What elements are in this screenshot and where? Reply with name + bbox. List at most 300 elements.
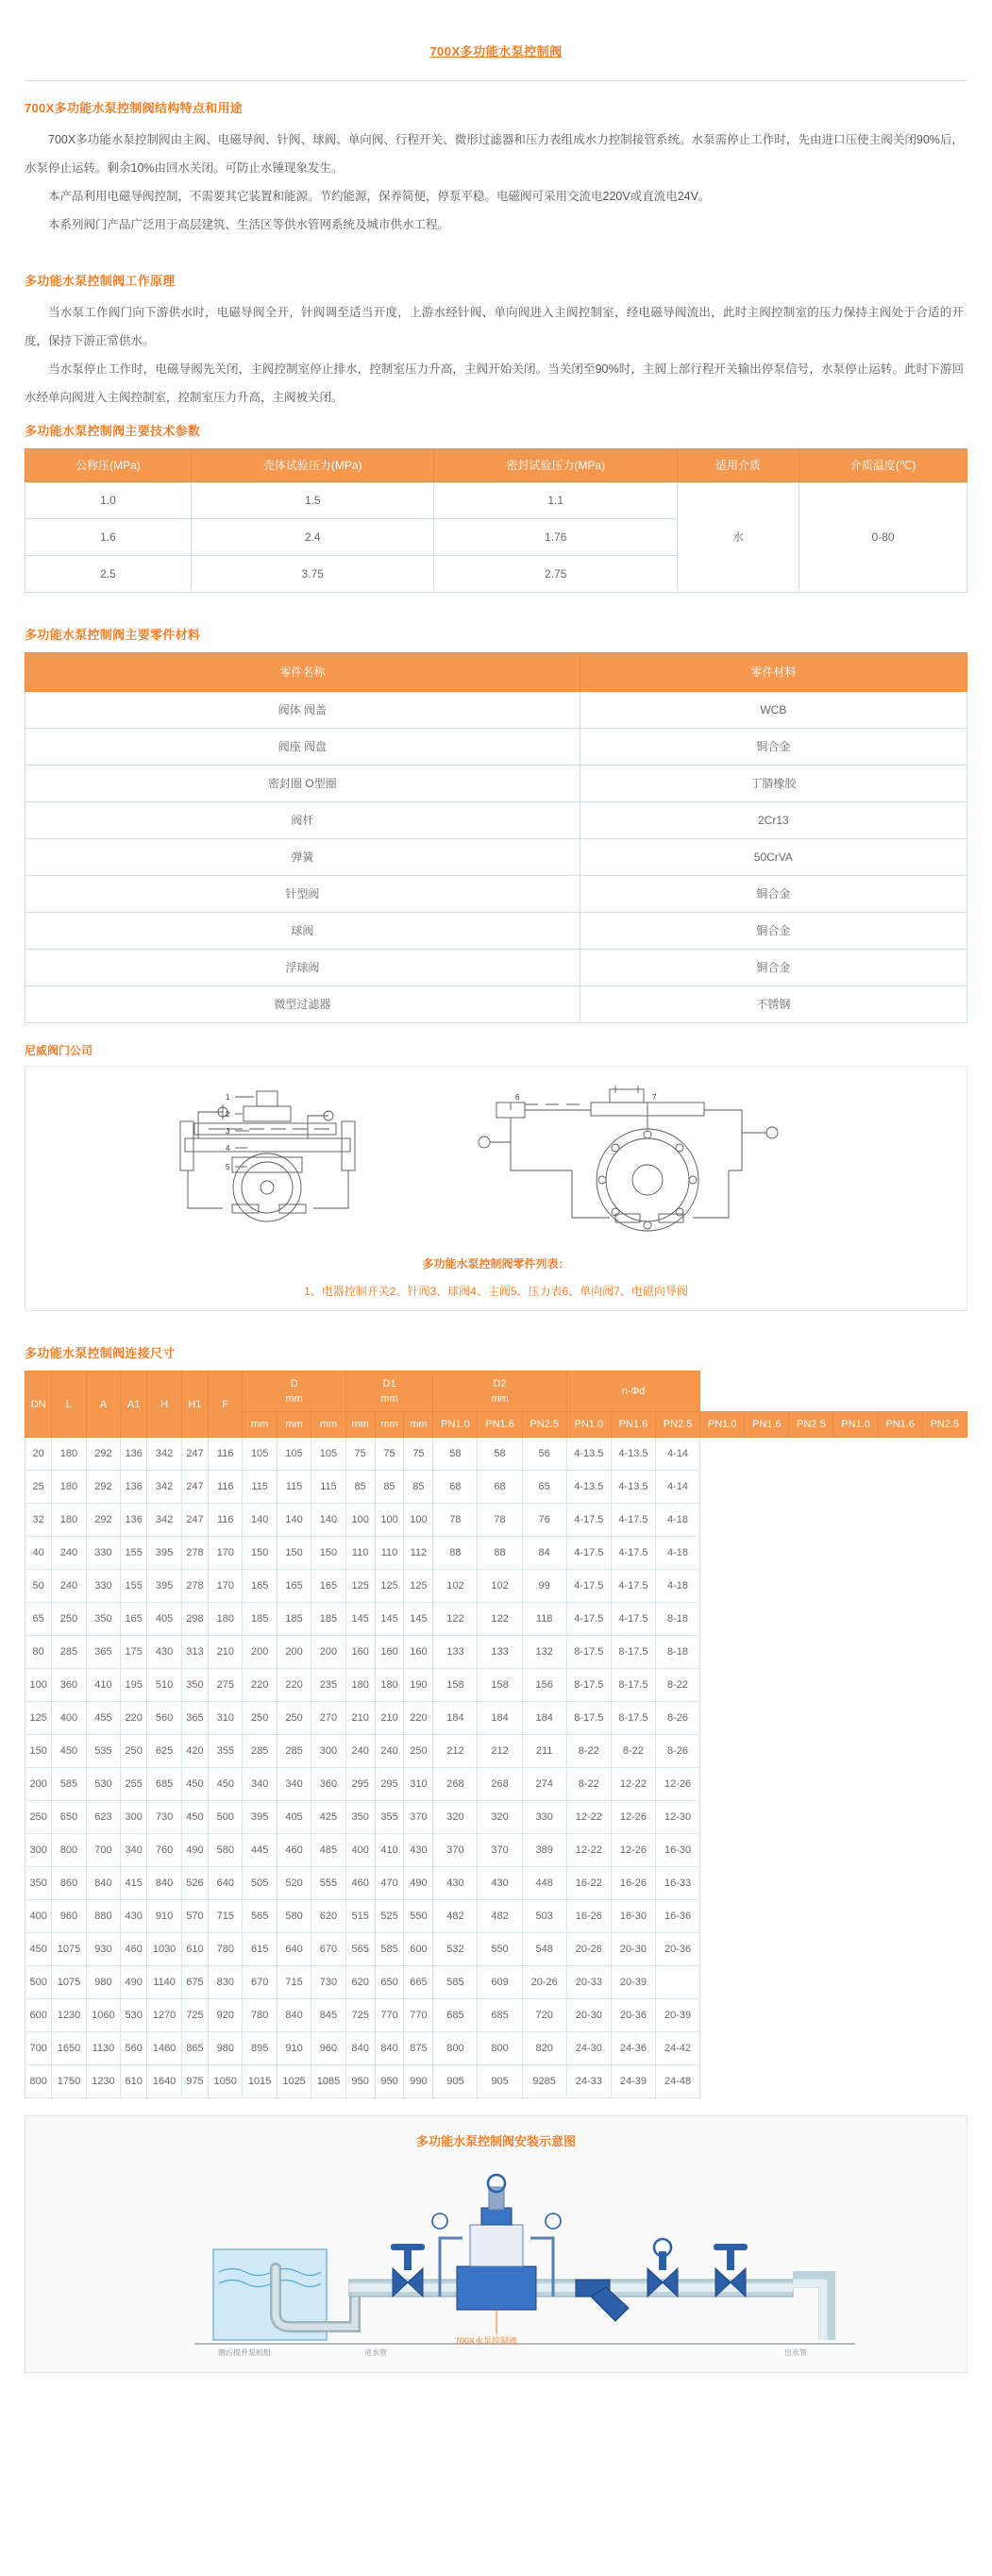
cell-dim: 240	[375, 1735, 404, 1768]
col-unit: PN2.5	[655, 1412, 699, 1438]
cell-seal-test-pressure: 2.75	[434, 556, 678, 593]
cell-dim: 770	[375, 1999, 404, 2032]
cell-dim: 490	[121, 1966, 147, 1999]
cell-dim: 300	[311, 1735, 345, 1768]
table-row	[25, 1801, 967, 1834]
cell-dim: 4-13.5	[611, 1471, 655, 1504]
cell-dim: 355	[375, 1801, 404, 1834]
cell-dim: 555	[311, 1867, 345, 1900]
cell-dim: 8-17.5	[611, 1669, 655, 1702]
table-row	[25, 482, 967, 519]
cell-dim: 580	[209, 1834, 243, 1867]
cell-dim: 840	[277, 1999, 311, 2032]
cell-dn: 350	[25, 1867, 52, 1900]
cell-dim: 975	[181, 2065, 208, 2098]
cell-dim: 180	[345, 1669, 375, 1702]
cell-dim: 75	[404, 1438, 433, 1471]
cell-dim: 8-22	[655, 1669, 699, 1702]
cell-dim: 12-22	[611, 1768, 655, 1801]
cell-dim: 340	[277, 1768, 311, 1801]
cell-part-material: 铜合金	[580, 913, 967, 950]
cell-dim: 685	[433, 1999, 478, 2032]
cell-dim: 295	[375, 1768, 404, 1801]
cell-dim: 292	[86, 1438, 120, 1471]
cell-part-material: WCB	[580, 692, 967, 729]
cell-dim: 1050	[209, 2065, 243, 2098]
cell-dim: 780	[209, 1933, 243, 1966]
cell-dim: 4-17.5	[611, 1537, 655, 1570]
cell-dim: 530	[121, 1999, 147, 2032]
cell-dim: 78	[433, 1504, 478, 1537]
cell-nominal-pressure: 1.0	[25, 482, 192, 519]
cell-dim: 845	[311, 1999, 345, 2032]
cell-dim: 430	[121, 1900, 147, 1933]
cell-dim: 330	[86, 1570, 120, 1603]
cell-part-material: 2Cr13	[580, 802, 967, 839]
table-row	[25, 1669, 967, 1702]
cell-dim: 609	[478, 1966, 522, 1999]
cell-dim: 840	[86, 1867, 120, 1900]
cell-dim: 16-30	[611, 1900, 655, 1933]
cell-dim: 150	[277, 1537, 311, 1570]
cell-dim: 405	[277, 1801, 311, 1834]
cell-dim: 78	[478, 1504, 522, 1537]
cell-dn: 600	[25, 1999, 52, 2032]
col-unit: mm	[277, 1412, 311, 1438]
cell-dim: 830	[209, 1966, 243, 1999]
col-unit: mm	[243, 1412, 277, 1438]
cell-dim: 320	[433, 1801, 478, 1834]
cell-dim: 185	[311, 1603, 345, 1636]
cell-dim: 165	[277, 1570, 311, 1603]
cell-dim: 275	[209, 1669, 243, 1702]
cell-dim: 685	[147, 1768, 181, 1801]
cell-dim: 990	[404, 2065, 433, 2098]
cell-dim: 665	[404, 1966, 433, 1999]
cell-dim: 12-26	[611, 1834, 655, 1867]
page-title: 700X多功能水泵控制阀	[429, 44, 563, 59]
col-group-d	[243, 1372, 345, 1412]
cell-dim: 133	[433, 1636, 478, 1669]
cell-dim: 110	[375, 1537, 404, 1570]
cell-dim: 99	[522, 1570, 566, 1603]
col-unit: PN1.0	[700, 1412, 745, 1438]
cell-dim: 268	[433, 1768, 478, 1801]
cell-dim: 200	[277, 1636, 311, 1669]
cell-dim: 105	[277, 1438, 311, 1471]
cell-dim: 4-17.5	[566, 1504, 611, 1537]
cell-dn: 200	[25, 1768, 52, 1801]
col-seal-test-pressure: 密封试验压力(MPa)	[434, 449, 678, 482]
cell-dim: 24-33	[566, 2065, 611, 2098]
cell-dim: 190	[404, 1669, 433, 1702]
cell-dim: 133	[478, 1636, 522, 1669]
cell-nominal-pressure: 1.6	[25, 519, 192, 556]
cell-dim: 247	[181, 1504, 208, 1537]
cell-dim: 620	[311, 1900, 345, 1933]
cell-dim: 840	[375, 2032, 404, 2065]
cell-dim: 20-26	[522, 1966, 566, 1999]
cell-dim: 1270	[147, 1999, 181, 2032]
cell-dim: 20-33	[566, 1966, 611, 1999]
cell-dim: 115	[311, 1471, 345, 1504]
table-row	[25, 1438, 967, 1471]
cell-dim: 950	[375, 2065, 404, 2098]
cell-dim: 4-18	[655, 1504, 699, 1537]
cell-dim: 350	[181, 1669, 208, 1702]
cell-dim: 8-17.5	[611, 1702, 655, 1735]
table-row	[25, 1504, 967, 1537]
cell-dim: 342	[147, 1504, 181, 1537]
cell-dim: 685	[478, 1999, 522, 2032]
col-unit: mm	[375, 1412, 404, 1438]
note-left-label: 潜污提升泵机组	[217, 2349, 271, 2357]
cell-dim: 450	[52, 1735, 86, 1768]
cell-dim: 550	[404, 1900, 433, 1933]
cell-dim: 503	[522, 1900, 566, 1933]
cell-part-name: 阀体 阀盖	[25, 692, 580, 729]
installation-diagram-panel	[25, 2115, 967, 2373]
cell-dim: 180	[52, 1504, 86, 1537]
cell-dim: 125	[404, 1570, 433, 1603]
cell-dim: 430	[433, 1867, 478, 1900]
col-unit: PN1.6	[745, 1412, 789, 1438]
cell-dim: 395	[147, 1537, 181, 1570]
cell-dim: 650	[52, 1801, 86, 1834]
cell-dim: 180	[52, 1471, 86, 1504]
features-paragraph-3: 本系列阀门产品广泛用于高层建筑、生活区等供水管网系统及城市供水工程。	[48, 218, 450, 231]
drawing-parts-list: 1、电器控制开关2、针阀3、球阀4、主阀5、压力表6、单向阀7、电磁向导阀	[304, 1285, 688, 1298]
table-header-row-groups	[25, 1372, 967, 1412]
cell-dim: 116	[209, 1438, 243, 1471]
cell-dim: 155	[121, 1537, 147, 1570]
cell-dim: 320	[478, 1801, 522, 1834]
col-h1: H1	[181, 1372, 208, 1438]
cell-dim: 420	[181, 1735, 208, 1768]
cell-dim: 250	[243, 1702, 277, 1735]
materials-heading: 多功能水泵控制阀主要零件材料	[25, 628, 201, 642]
cell-dim: 1230	[86, 2065, 120, 2098]
cell-dim: 298	[181, 1603, 208, 1636]
table-row	[25, 839, 967, 876]
cell-dim: 760	[147, 1834, 181, 1867]
group-d1-unit: mm	[380, 1393, 398, 1405]
cell-dn: 500	[25, 1966, 52, 1999]
col-unit: PN2.5	[522, 1412, 566, 1438]
title-divider	[25, 80, 967, 81]
cell-dim: 430	[478, 1867, 522, 1900]
cell-dim: 140	[311, 1504, 345, 1537]
cell-dim: 150	[311, 1537, 345, 1570]
table-row	[25, 692, 967, 729]
cell-dim: 4-18	[655, 1570, 699, 1603]
cell-dim: 145	[375, 1603, 404, 1636]
cell-dim: 184	[433, 1702, 478, 1735]
cell-dim: 180	[209, 1603, 243, 1636]
cell-dn: 65	[25, 1603, 52, 1636]
cell-dim: 270	[311, 1702, 345, 1735]
col-l: L	[52, 1372, 86, 1438]
cell-dim: 355	[209, 1735, 243, 1768]
cell-dim: 640	[277, 1933, 311, 1966]
cell-dim: 1230	[52, 1999, 86, 2032]
cell-dim: 1085	[311, 2065, 345, 2098]
cell-dim: 310	[209, 1702, 243, 1735]
cell-dim: 4-17.5	[611, 1570, 655, 1603]
valve-callout-label: 700X水泵控制阀	[454, 2336, 517, 2346]
cell-dim: 170	[209, 1570, 243, 1603]
cell-dim: 158	[433, 1669, 478, 1702]
cell-dim: 292	[86, 1504, 120, 1537]
cell-dim: 100	[404, 1504, 433, 1537]
svg-text:3: 3	[225, 1127, 229, 1136]
cell-dn: 125	[25, 1702, 52, 1735]
cell-dim: 600	[404, 1933, 433, 1966]
dimensions-heading: 多功能水泵控制阀连接尺寸	[25, 1346, 176, 1360]
table-row	[25, 1636, 967, 1669]
cell-dim: 8-17.5	[566, 1636, 611, 1669]
svg-text:1: 1	[225, 1093, 229, 1102]
cell-dim: 623	[86, 1801, 120, 1834]
cell-dim: 910	[277, 2032, 311, 2065]
cell-dim: 65	[522, 1471, 566, 1504]
cell-dim: 145	[404, 1603, 433, 1636]
cell-part-material: 铜合金	[580, 729, 967, 766]
cell-dn: 50	[25, 1570, 52, 1603]
cell-dn: 25	[25, 1471, 52, 1504]
cell-dim: 9285	[522, 2065, 566, 2098]
cell-dim: 278	[181, 1537, 208, 1570]
cell-dim: 8-26	[655, 1702, 699, 1735]
table-header-row	[25, 653, 967, 692]
cell-dim: 400	[345, 1834, 375, 1867]
cell-dim: 4-14	[655, 1471, 699, 1504]
cell-shell-test-pressure: 2.4	[191, 519, 434, 556]
cell-part-name: 阀座 阀盘	[25, 729, 580, 766]
cell-part-material: 丁腈橡胶	[580, 766, 967, 802]
cell-dim: 24-36	[611, 2032, 655, 2065]
table-row	[25, 913, 967, 950]
col-h: H	[147, 1372, 181, 1438]
cell-dim: 980	[209, 2032, 243, 2065]
table-row	[25, 2032, 967, 2065]
principle-paragraph-2: 当水泵停止工作时，电磁导阀先关闭，主阀控制室停止排水，控制室压力升高，主阀开始关闭。当关闭至90%时，主阀上部行程开关输出停泵信号，水泵停止运转。此时下游回水经单向阀进入主阀控制室，控制室压力升高，主阀被关闭。	[25, 362, 964, 404]
col-medium: 适用介质	[677, 449, 799, 482]
cell-dim: 212	[478, 1735, 522, 1768]
cell-seal-test-pressure: 1.76	[434, 519, 678, 556]
cell-dim: 585	[52, 1768, 86, 1801]
cell-medium: 水	[677, 482, 799, 593]
col-part-name: 零件名称	[25, 653, 580, 692]
cell-dim: 4-17.5	[566, 1537, 611, 1570]
svg-text:6: 6	[514, 1093, 519, 1102]
cell-dim: 8-18	[655, 1636, 699, 1669]
cell-dim: 285	[243, 1735, 277, 1768]
cell-dn: 400	[25, 1900, 52, 1933]
cell-dim: 550	[478, 1933, 522, 1966]
cell-dim: 8-18	[655, 1603, 699, 1636]
installation-title: 多功能水泵控制阀安装示意图	[415, 2134, 576, 2148]
cell-dim: 295	[345, 1768, 375, 1801]
col-nominal-pressure: 公称压(MPa)	[25, 449, 192, 482]
cell-dim: 1130	[86, 2032, 120, 2065]
technical-parameters-table	[25, 448, 967, 593]
cell-dim: 455	[86, 1702, 120, 1735]
group-d2-unit: mm	[491, 1393, 509, 1405]
cell-dim: 115	[277, 1471, 311, 1504]
cell-dim: 136	[121, 1438, 147, 1471]
cell-dim: 675	[181, 1966, 208, 1999]
cell-dim: 460	[121, 1933, 147, 1966]
installation-diagram	[81, 2155, 912, 2363]
col-unit: PN2.5	[922, 1412, 967, 1438]
table-row	[25, 1471, 967, 1504]
cell-dim: 532	[433, 1933, 478, 1966]
cell-dim: 84	[522, 1537, 566, 1570]
cell-dim: 330	[86, 1537, 120, 1570]
features-heading: 700X多功能水泵控制阀结构特点和用途	[25, 101, 244, 115]
cell-dim: 68	[433, 1471, 478, 1504]
cell-dim: 526	[181, 1867, 208, 1900]
cell-dim: 85	[345, 1471, 375, 1504]
cell-dim: 389	[522, 1834, 566, 1867]
cell-dim: 560	[147, 1702, 181, 1735]
cell-dim: 510	[147, 1669, 181, 1702]
cell-part-name: 微型过滤器	[25, 986, 580, 1023]
col-unit: PN1.0	[566, 1412, 611, 1438]
table-row	[25, 1570, 967, 1603]
table-row	[25, 1900, 967, 1933]
cell-dim: 125	[345, 1570, 375, 1603]
cell-dim: 110	[345, 1537, 375, 1570]
cell-dim: 160	[404, 1636, 433, 1669]
cell-dim: 1640	[147, 2065, 181, 2098]
cell-dim: 875	[404, 2032, 433, 2065]
cell-dim: 140	[277, 1504, 311, 1537]
cell-dim: 490	[181, 1834, 208, 1867]
cell-dim: 105	[243, 1438, 277, 1471]
cell-dim: 610	[121, 2065, 147, 2098]
cell-dim: 247	[181, 1438, 208, 1471]
cell-dim: 195	[121, 1669, 147, 1702]
cell-nominal-pressure: 2.5	[25, 556, 192, 593]
cell-dim: 430	[404, 1834, 433, 1867]
cell-dim: 16-30	[655, 1834, 699, 1867]
table-row	[25, 1867, 967, 1900]
cell-dim: 116	[209, 1471, 243, 1504]
cell-dim: 118	[522, 1603, 566, 1636]
cell-dn: 300	[25, 1834, 52, 1867]
cell-dim: 136	[121, 1504, 147, 1537]
table-row	[25, 2065, 967, 2098]
col-unit: PN2.5	[789, 1412, 833, 1438]
cell-dim: 615	[243, 1933, 277, 1966]
cell-dim: 650	[375, 1966, 404, 1999]
assembly-drawing-panel	[25, 1066, 967, 1311]
cell-dim: 460	[277, 1834, 311, 1867]
cell-dim: 620	[345, 1966, 375, 1999]
materials-table	[25, 652, 967, 1023]
cell-dim: 68	[478, 1471, 522, 1504]
cell-dim: 165	[243, 1570, 277, 1603]
cell-dim: 548	[522, 1933, 566, 1966]
features-paragraph-2: 本产品利用电磁导阀控制，不需要其它装置和能源。节约能源，保养简便，停泵平稳。电磁阀可采用交流电220V或直流电24V。	[48, 190, 711, 203]
cell-dim: 88	[478, 1537, 522, 1570]
cell-dim: 415	[121, 1867, 147, 1900]
cell-dim: 220	[277, 1669, 311, 1702]
col-part-material: 零件材料	[580, 653, 967, 692]
cell-dim: 12-22	[566, 1834, 611, 1867]
cell-part-material: 铜合金	[580, 876, 967, 913]
cell-dim: 112	[404, 1537, 433, 1570]
cell-dim: 313	[181, 1636, 208, 1669]
cell-dim: 1650	[52, 2032, 86, 2065]
cell-dim: 105	[311, 1438, 345, 1471]
cell-dim: 640	[209, 1867, 243, 1900]
table-row	[25, 1768, 967, 1801]
cell-dim: 565	[243, 1900, 277, 1933]
cell-dim: 450	[181, 1801, 208, 1834]
cell-dim: 725	[345, 1999, 375, 2032]
cell-dim: 76	[522, 1504, 566, 1537]
cell-dim: 410	[375, 1834, 404, 1867]
cell-dim: 725	[181, 1999, 208, 2032]
cell-shell-test-pressure: 1.5	[191, 482, 434, 519]
cell-dim: 220	[404, 1702, 433, 1735]
svg-text:5: 5	[225, 1163, 229, 1171]
col-unit: mm	[404, 1412, 433, 1438]
cell-dim: 136	[121, 1471, 147, 1504]
cell-dim: 285	[277, 1735, 311, 1768]
table-row	[25, 1603, 967, 1636]
cell-dim: 482	[478, 1900, 522, 1933]
cell-dim: 300	[121, 1801, 147, 1834]
cell-dim: 12-30	[655, 1801, 699, 1834]
cell-dim: 211	[522, 1735, 566, 1768]
cell-dim: 20-36	[655, 1933, 699, 1966]
table-row	[25, 1834, 967, 1867]
cell-dim: 4-17.5	[566, 1603, 611, 1636]
principle-heading: 多功能水泵控制阀工作原理	[25, 274, 176, 288]
cell-dim: 150	[243, 1537, 277, 1570]
cell-dim: 430	[147, 1636, 181, 1669]
cell-dim: 350	[86, 1603, 120, 1636]
cell-dim: 515	[345, 1900, 375, 1933]
cell-dim: 4-13.5	[566, 1471, 611, 1504]
cell-dim: 115	[243, 1471, 277, 1504]
cell-part-name: 弹簧	[25, 839, 580, 876]
cell-dim: 285	[52, 1636, 86, 1669]
cell-dim: 4-14	[655, 1438, 699, 1471]
cell-dim: 1460	[147, 2032, 181, 2065]
cell-dim: 410	[86, 1669, 120, 1702]
cell-dim: 585	[375, 1933, 404, 1966]
svg-text:2: 2	[225, 1110, 229, 1119]
cell-dim: 210	[209, 1636, 243, 1669]
cell-dim: 24-48	[655, 2065, 699, 2098]
cell-dim: 535	[86, 1735, 120, 1768]
assembly-drawing	[81, 1076, 912, 1246]
cell-dim: 670	[311, 1933, 345, 1966]
cell-dim: 20-36	[611, 1999, 655, 2032]
col-unit: mm	[345, 1412, 375, 1438]
cell-dim: 330	[522, 1801, 566, 1834]
cell-part-name: 浮球阀	[25, 950, 580, 986]
svg-text:4: 4	[225, 1144, 229, 1153]
cell-part-material: 不锈钢	[580, 986, 967, 1023]
cell-dim: 525	[375, 1900, 404, 1933]
cell-dn: 80	[25, 1636, 52, 1669]
